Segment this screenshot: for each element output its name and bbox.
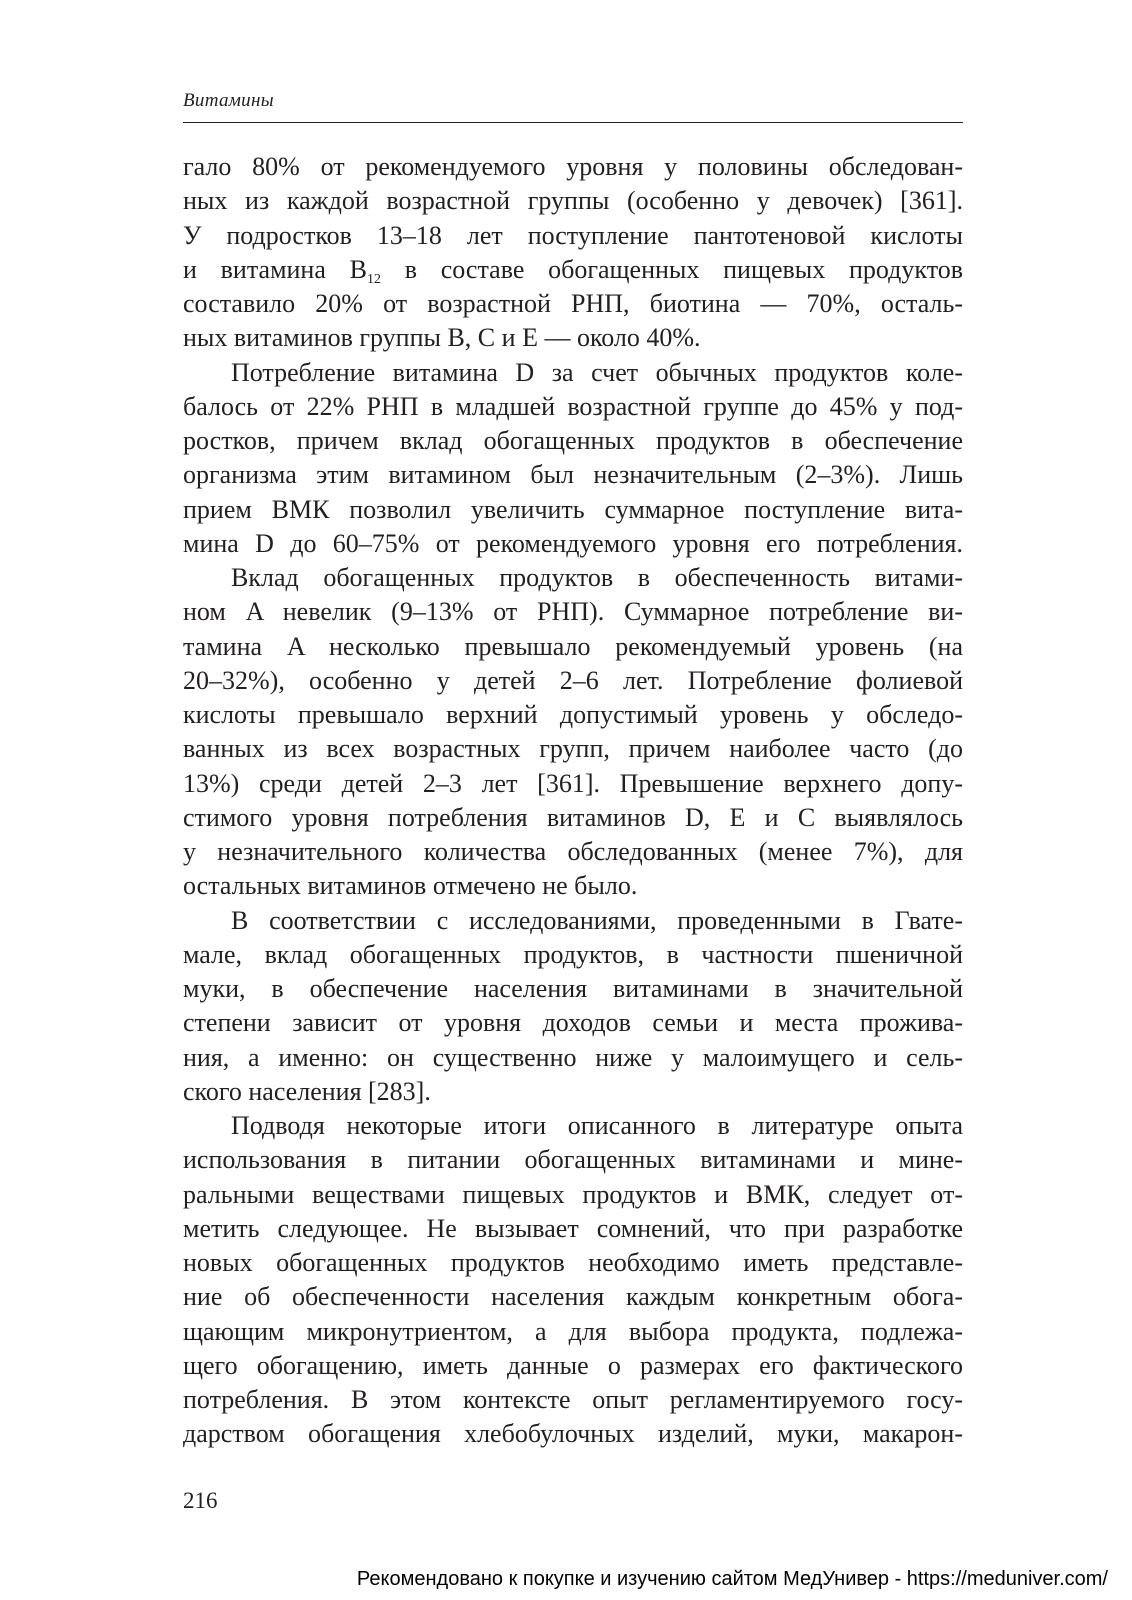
- running-head: Витамины: [183, 90, 274, 111]
- text-line: гало 80% от рекомендуемого уровня у половины обследован-: [183, 152, 963, 181]
- text-line: Вклад обогащенных продуктов в обеспеченность витами-: [231, 563, 963, 592]
- text-line: метить следующее. Не вызывает сомнений, что при разработке: [183, 1213, 963, 1243]
- text-line: остальных витаминов отмечено не было.: [183, 871, 638, 901]
- text-line: ном A невелик (9–13% от РНП). Суммарное потребление ви-: [183, 597, 963, 627]
- text-line: ванных из всех возрастных групп, причем наиболее часто (до: [183, 734, 963, 764]
- text-line: Подводя некоторые итоги описанного в литературе опыта: [231, 1111, 963, 1140]
- text-line: ных витаминов группы B, C и E — около 40%.: [183, 323, 701, 353]
- text-line: новых обогащенных продуктов необходимо иметь представле-: [183, 1248, 963, 1277]
- text-line: балось от 22% РНП в младшей возрастной группе до 45% у под-: [183, 391, 963, 421]
- text-line: ростков, причем вклад обогащенных продуктов в обеспечение: [183, 426, 963, 455]
- text-line: использования в питании обогащенных витаминами и мине-: [183, 1145, 963, 1175]
- text-fragment: и витамина B: [183, 254, 367, 284]
- text-line: ральными веществами пищевых продуктов и ВМК, следует от-: [183, 1179, 963, 1209]
- text-line: дарством обогащения хлебобулочных изделий, муки, макарон-: [183, 1419, 963, 1449]
- text-line: прием ВМК позволил увеличить суммарное поступление вита-: [183, 494, 963, 524]
- text-line: составило 20% от возрастной РНП, биотина — 70%, осталь-: [183, 289, 963, 318]
- text-line: у незначительного количества обследованных (менее 7%), для: [183, 837, 963, 866]
- text-line: организма этим витамином был незначительным (2–3%). Лишь: [183, 460, 963, 490]
- text-line: ние об обеспеченности населения каждым конкретным обога-: [183, 1282, 963, 1312]
- text-line: 20–32%), особенно у детей 2–6 лет. Потребление фолиевой: [183, 665, 963, 695]
- header-rule: [183, 122, 963, 123]
- text-line: щающим микронутриентом, а для выбора продукта, подлежа-: [183, 1316, 963, 1346]
- text-line: кислоты превышало верхний допустимый уровень у обследо-: [183, 700, 963, 729]
- page-number: 216: [183, 1488, 218, 1513]
- text-line: ского населения [283].: [183, 1076, 431, 1106]
- text-line: щего обогащению, иметь данные о размерах его фактического: [183, 1350, 963, 1380]
- text-line: В соответствии с исследованиями, проведенными в Гвате-: [231, 905, 963, 935]
- text-line: У подростков 13–18 лет поступление пантотеновой кислоты: [183, 220, 963, 250]
- subscript: 12: [366, 271, 381, 287]
- text-fragment: в составе обогащенных пищевых продуктов: [380, 254, 963, 284]
- body-text: [183, 150, 963, 1452]
- text-line: потребления. В этом контексте опыт регламентируемого госу-: [183, 1385, 963, 1414]
- text-line: Потребление витамина D за счет обычных продуктов коле-: [231, 357, 963, 387]
- text-line: стимого уровня потребления витаминов D, E и C выявлялось: [183, 802, 963, 832]
- text-line: тамина A несколько превышало рекомендуемый уровень (на: [183, 631, 963, 661]
- text-line: ных из каждой возрастной группы (особенно у девочек) [361].: [183, 186, 963, 216]
- text-line: муки, в обеспечение населения витаминами в значительной: [183, 974, 963, 1003]
- text-line: 13%) среди детей 2–3 лет [361]. Превышение верхнего допу-: [183, 768, 963, 798]
- text-line: ния, а именно: он существенно ниже у малоимущего и сель-: [183, 1042, 963, 1072]
- text-line: мина D до 60–75% от рекомендуемого уровня его потребления.: [183, 528, 963, 558]
- text-line: степени зависит от уровня доходов семьи и места прожива-: [183, 1008, 963, 1038]
- text-line: [183, 253, 963, 287]
- footer-note: Рекомендовано к покупке и изучению сайтом МедУнивер - https://meduniver.com/: [356, 1568, 1108, 1590]
- text-line: мале, вклад обогащенных продуктов, в частности пшеничной: [183, 939, 963, 969]
